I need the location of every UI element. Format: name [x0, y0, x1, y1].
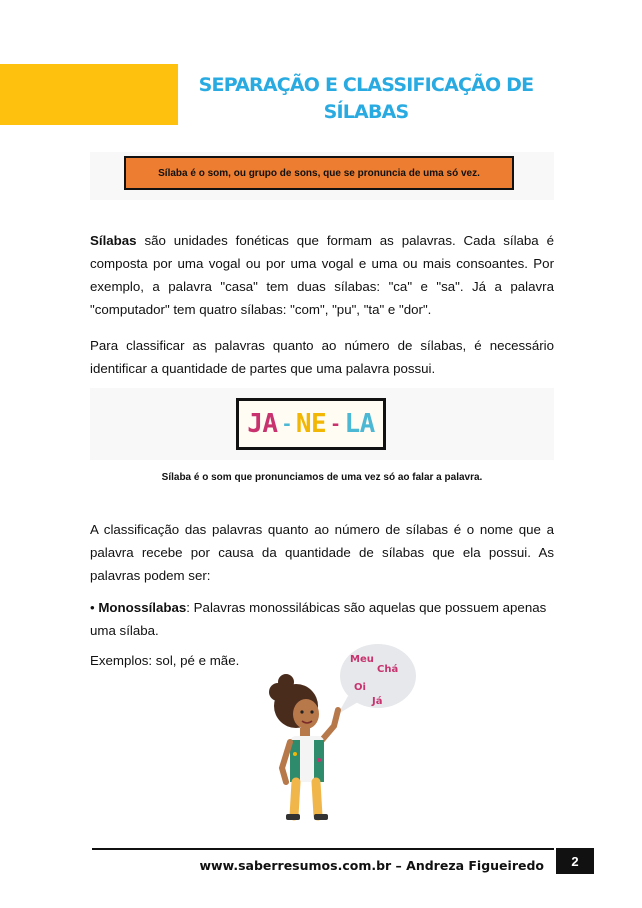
syllable-la: LA: [344, 409, 375, 439]
syllable-separator: -: [281, 413, 292, 435]
girl-legs: [294, 782, 318, 816]
bubble-word-ja: Já: [372, 696, 383, 707]
syllable-separator: -: [330, 413, 341, 435]
page-title-line2: SÍLABAS: [323, 101, 409, 123]
paragraph-body: : Palavras monossilábicas são aquelas que possuem apenas uma sílaba.: [90, 600, 547, 638]
image-caption: Sílaba é o som que pronunciamos de uma vez só ao falar a palavra.: [161, 472, 483, 483]
paragraph-body: são unidades fonéticas que formam as palavras. Cada sílaba é composta por uma vogal ou por uma vogal e uma ou mais consoantes. Por exemplo, a palavra "casa" tem duas sílabas: "ca" e "sa". Já a palavra "computador" tem quatro sílabas: "com", "pu", "ta" e "dor".: [90, 233, 554, 317]
header-accent-bar: [0, 64, 178, 125]
paragraph-lead-term: Monossílabas: [98, 600, 187, 615]
girl-raised-arm: [322, 710, 338, 740]
footer-credit: www.saberresumos.com.br – Andreza Figueiredo: [199, 858, 544, 873]
bubble-word-cha: Chá: [377, 664, 399, 675]
janela-syllable-image: [236, 398, 386, 450]
paragraph-classificar: Para classificar as palavras quanto ao número de sílabas, é necessário identificar a quantidade de partes que uma palavra possui.: [90, 338, 554, 376]
footer-divider: [92, 848, 554, 850]
page-title-line1: SEPARAÇÃO E CLASSIFICAÇÃO DE: [198, 74, 534, 96]
paragraph-classificacao: A classificação das palavras quanto ao número de sílabas é o nome que a palavra recebe por causa da quantidade de sílabas que ela possui. As palavras podem ser:: [90, 522, 554, 583]
girl-illustration: [264, 644, 424, 824]
bubble-word-oi: Oi: [354, 682, 366, 693]
bubble-word-meu: Meu: [350, 654, 374, 665]
bullet-icon: •: [90, 600, 95, 615]
paragraph-exemplos: Exemplos: sol, pé e mãe.: [90, 653, 240, 668]
syllable-ne: NE: [295, 409, 327, 439]
definition-box: [124, 156, 514, 190]
paragraph-silabas: [90, 229, 554, 321]
paragraph-monossilabas: [90, 596, 554, 642]
syllable-ja: JA: [247, 409, 278, 439]
page-number: 2: [556, 848, 594, 874]
girl-face: [293, 699, 319, 729]
definition-text: Sílaba é o som, ou grupo de sons, que se pronuncia de uma só vez.: [158, 167, 480, 179]
page-title: [196, 72, 536, 126]
paragraph-lead-term: Sílabas: [90, 233, 137, 248]
